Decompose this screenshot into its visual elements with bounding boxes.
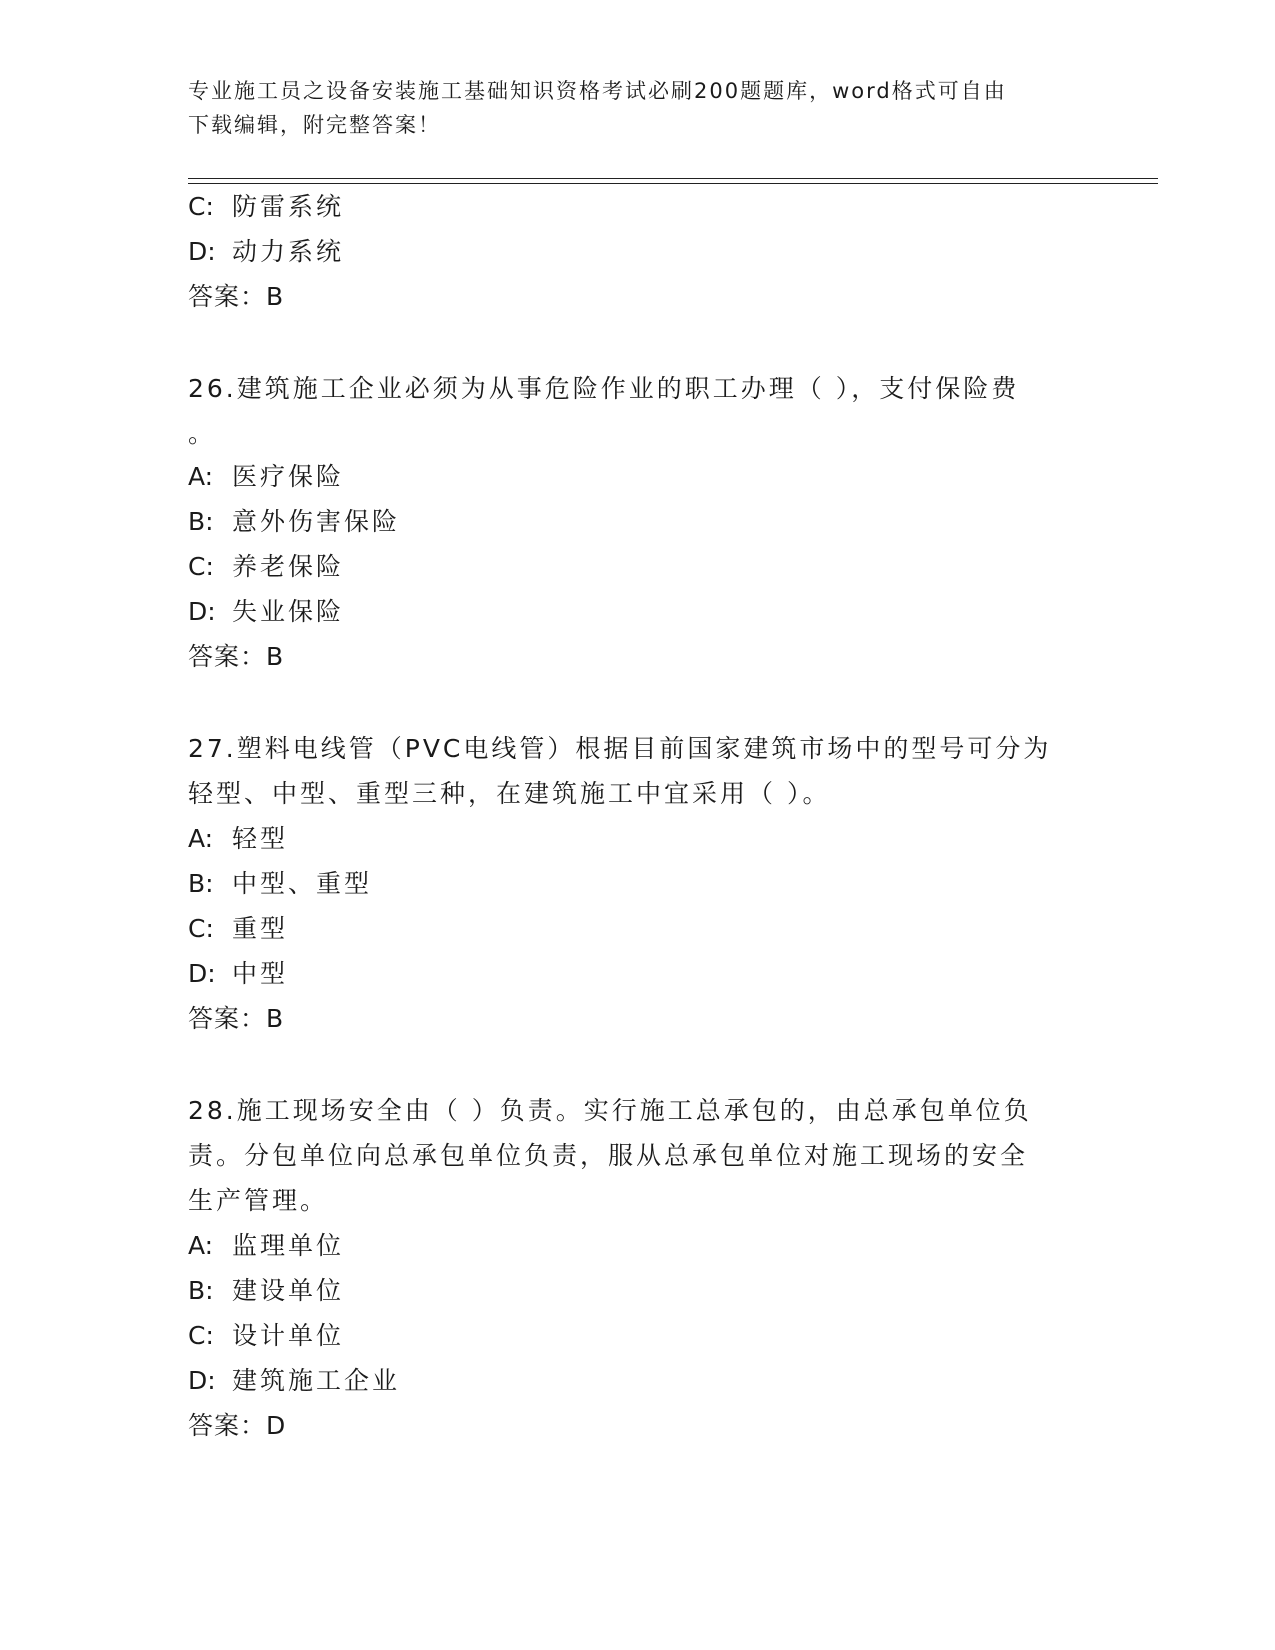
q27-stem-line-2: 轻型、中型、重型三种，在建筑施工中宜采用（ ）。 — [188, 779, 831, 808]
q28-option-d — [188, 1366, 400, 1396]
q27-option-c — [188, 914, 288, 944]
q28-stem-line-3: 生产管理。 — [188, 1186, 329, 1215]
q27-option-a — [188, 824, 288, 854]
option-text: 养老保险 — [232, 552, 345, 581]
header-divider-top — [188, 178, 1158, 179]
option-text: 防雷系统 — [232, 192, 345, 221]
q28-option-c — [188, 1321, 344, 1351]
q25-answer: 答案：B — [188, 282, 285, 311]
q26-answer: 答案：B — [188, 642, 285, 671]
header-divider-bottom — [188, 183, 1158, 184]
option-letter: C: — [188, 914, 214, 943]
q26-stem-line-1: 26.建筑施工企业必须为从事危险作业的职工办理（ ），支付保险费 — [188, 374, 1020, 403]
option-text: 轻型 — [232, 824, 289, 853]
option-text: 建设单位 — [232, 1276, 345, 1305]
q28-stem-line-2: 责。分包单位向总承包单位负责，服从总承包单位对施工现场的安全 — [188, 1141, 1029, 1170]
document-header — [188, 74, 1088, 142]
q28-option-b — [188, 1276, 344, 1306]
option-letter: B: — [188, 507, 214, 536]
q26-option-a — [188, 462, 344, 492]
option-text: 设计单位 — [232, 1321, 345, 1350]
option-text: 失业保险 — [232, 597, 345, 626]
option-text: 中型 — [232, 959, 289, 988]
option-text: 监理单位 — [232, 1231, 345, 1260]
option-text: 意外伤害保险 — [232, 507, 401, 536]
q26-option-d — [188, 597, 344, 627]
q26-option-c — [188, 552, 344, 582]
option-text: 中型、重型 — [232, 869, 373, 898]
option-letter: D: — [188, 597, 216, 626]
option-text: 建筑施工企业 — [232, 1366, 401, 1395]
header-title-line-1: 专业施工员之设备安装施工基础知识资格考试必刷200题题库，word格式可自由 — [188, 79, 1007, 103]
option-letter: D: — [188, 237, 216, 266]
option-letter: B: — [188, 1276, 214, 1305]
option-letter: C: — [188, 552, 214, 581]
q27-option-b — [188, 869, 372, 899]
option-letter: D: — [188, 1366, 216, 1395]
q27-stem-line-1: 27.塑料电线管（PVC电线管）根据目前国家建筑市场中的型号可分为 — [188, 734, 1052, 763]
q28-stem-line-1: 28.施工现场安全由（ ）负责。实行施工总承包的，由总承包单位负 — [188, 1096, 1032, 1125]
q27-answer: 答案：B — [188, 1004, 285, 1033]
q28-option-a — [188, 1231, 344, 1261]
option-letter: A: — [188, 462, 214, 491]
option-letter: C: — [188, 192, 214, 221]
q25-option-c — [188, 192, 344, 222]
header-title-line-2: 下载编辑，附完整答案！ — [188, 113, 441, 137]
q27-option-d — [188, 959, 288, 989]
option-letter: D: — [188, 959, 216, 988]
q26-option-b — [188, 507, 400, 537]
q28-answer: 答案：D — [188, 1411, 287, 1440]
q25-option-d — [188, 237, 344, 267]
option-letter: B: — [188, 869, 214, 898]
option-letter: A: — [188, 1231, 214, 1260]
option-letter: A: — [188, 824, 214, 853]
option-letter: C: — [188, 1321, 214, 1350]
option-text: 重型 — [232, 914, 289, 943]
q26-stem-line-2: 。 — [188, 419, 217, 448]
option-text: 医疗保险 — [232, 462, 345, 491]
option-text: 动力系统 — [232, 237, 345, 266]
